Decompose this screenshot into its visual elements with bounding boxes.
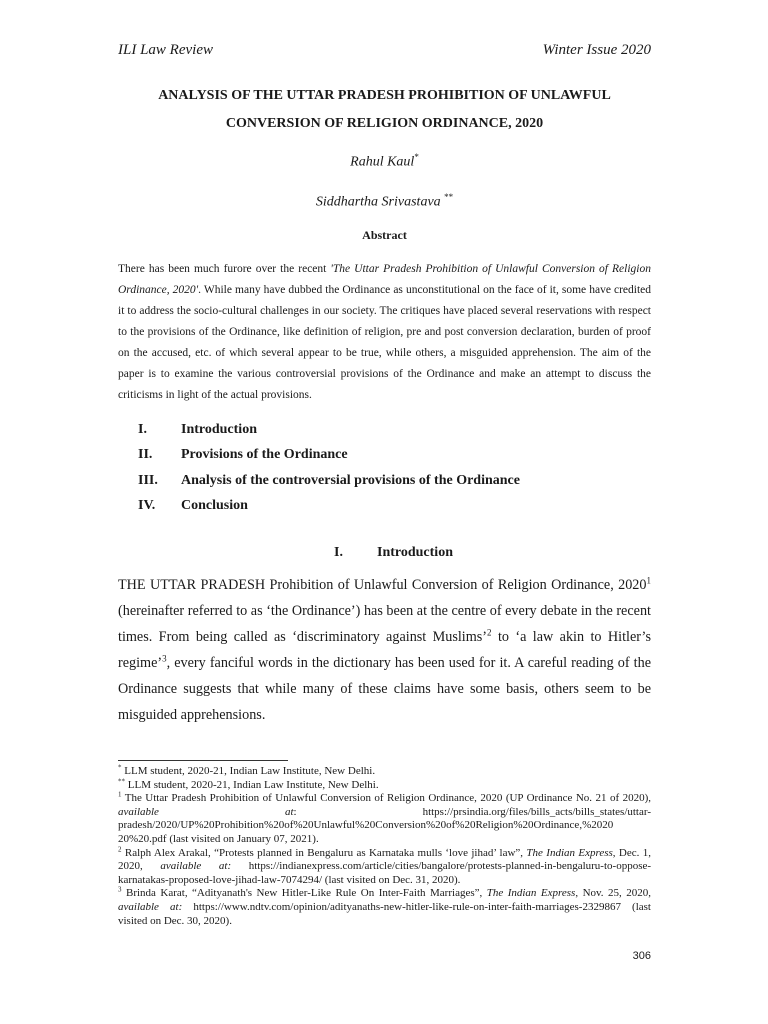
- footnote-mark: 1: [118, 790, 122, 799]
- author-2-mark: **: [444, 192, 454, 202]
- author-1-name: Rahul Kaul: [350, 154, 415, 170]
- journal-name: ILI Law Review: [118, 42, 213, 58]
- footnote-italic: available at:: [160, 860, 232, 873]
- abstract-intro: There has been much furore over the recent: [118, 263, 331, 275]
- footnote-text: https://www.ndtv.com/opinion/adityanaths-new-hitler-like-rule-on-inter-faith-marriages-2329867 (last visited on Dec. 30, 2020).: [118, 900, 651, 927]
- body-text-4: , every fanciful words in the dictionary has been used for it. A careful reading of the Ordinance suggests that while many of these claims have some basis, others seem to be misguided apprehensions.: [118, 655, 651, 723]
- footnote-text: The Uttar Pradesh Prohibition of Unlawful Conversion of Religion Ordinance, 2020 (UP Ordinance No. 21 of 2020),: [121, 792, 651, 805]
- page-number: 306: [632, 950, 651, 962]
- body-text-3: to ‘a law akin to Hitler’s regime’: [118, 629, 651, 671]
- footnote-text: https://indianexpress.com/article/cities/bangalore/protests-planned-in-bengaluru-to-oppose-karnatakas-proposed-love-jihad-law-7074294/ (last visited on Dec. 31, 2020).: [118, 860, 652, 886]
- footnote-text: : https://prsindia.org/files/bills_acts/bills_states/uttar-pradesh/2020/UP%20Prohibition%20of%20Unlawful%20Conversion%20of%20Religion%20Ordinance,%2020 20%20.pdf (last visited on January 07, 2021).: [118, 805, 651, 845]
- toc-number: IV.: [138, 497, 156, 513]
- footnote-ref-2: 2: [487, 627, 492, 638]
- footnote-italic: available at:: [118, 900, 183, 913]
- section-title: Introduction: [377, 545, 453, 560]
- toc-item: [138, 442, 520, 467]
- author-2: [118, 192, 651, 211]
- issue-label: Winter Issue 2020: [542, 42, 651, 58]
- footnote-author-1: [118, 765, 651, 779]
- toc-number: I.: [138, 422, 147, 437]
- toc-item: [138, 468, 520, 493]
- body-text-2: (hereinafter referred to as ‘the Ordinance’) has been at the centre of every debate in the recent times. From being called as ‘discriminatory against Muslims’: [118, 603, 651, 645]
- toc-label: Introduction: [181, 422, 257, 437]
- footnote-text: LLM student, 2020-21, Indian Law Institute, New Delhi.: [125, 778, 379, 791]
- toc-number: III.: [138, 472, 158, 488]
- author-2-name: Siddhartha Srivastava: [315, 194, 441, 210]
- footnote-text: LLM student, 2020-21, Indian Law Institute, New Delhi.: [121, 765, 376, 777]
- footnotes: [118, 765, 651, 928]
- footnote-text: , Dec. 1, 2020,: [118, 846, 651, 873]
- footnote-divider: [118, 760, 288, 761]
- footnote-author-2: [118, 776, 651, 793]
- toc-item: [138, 417, 520, 442]
- author-1-mark: *: [414, 152, 419, 162]
- footnote-ref-1: 1: [646, 575, 651, 586]
- toc-item: [138, 493, 520, 518]
- paper-title-line-1: ANALYSIS OF THE UTTAR PRADESH PROHIBITION OF UNLAWFUL: [158, 88, 611, 103]
- footnote-mark: 3: [118, 885, 122, 894]
- footnote-mark: **: [118, 776, 125, 785]
- toc-label: Provisions of the Ordinance: [181, 447, 348, 463]
- toc-label: Analysis of the controversial provisions of the Ordinance: [181, 472, 520, 488]
- footnote-ref-3: 3: [162, 653, 167, 664]
- footnote-3: [118, 887, 651, 928]
- body-text-1: THE UTTAR PRADESH Prohibition of Unlawful Conversion of Religion Ordinance, 2020: [118, 577, 647, 593]
- abstract-rest: . While many have dubbed the Ordinance as unconstitutional on the face of it, some have credited it to address the socio-cultural challenges in our society. The critiques have placed several reservations with respect to the provisions of the Ordinance, like definition of religion, pre and post conversion declaration, burden of proof on the accused, etc. of which several appear to be true, while others, a misguided apprehension. The aim of the paper is to examine the various controversial provisions of the Ordinance and make an attempt to discuss the criticisms in light of the actual provisions.: [118, 284, 652, 401]
- footnote-text: Ralph Alex Arakal, “Protests planned in Bengaluru as Karnataka mulls ‘love jihad’ law”,: [121, 846, 527, 859]
- footnote-italic: The Indian Express: [486, 887, 576, 900]
- footnote-italic: available at: [118, 805, 294, 818]
- footnote-2: [118, 844, 652, 888]
- footnote-mark: *: [118, 763, 122, 772]
- footnote-text: , Nov. 25, 2020,: [575, 887, 652, 900]
- footnote-text: Brinda Karat, “Adityanath's New Hitler-Like Rule On Inter-Faith Marriages”,: [121, 887, 487, 900]
- footnote-1: [118, 792, 651, 846]
- abstract-text: [118, 259, 651, 406]
- author-1: [118, 152, 651, 171]
- section-number: I.: [334, 545, 343, 560]
- footnote-italic: The Indian Express: [526, 846, 613, 859]
- abstract-ordinance-title: 'The Uttar Pradesh Prohibition of Unlawful Conversion of Religion Ordinance, 2020': [118, 263, 651, 296]
- toc-number: II.: [138, 447, 153, 463]
- intro-paragraph: [118, 572, 651, 728]
- footnote-mark: 2: [118, 844, 122, 853]
- abstract-heading: Abstract: [362, 228, 407, 242]
- toc-label: Conclusion: [181, 497, 248, 513]
- table-of-contents: [138, 417, 520, 518]
- paper-title-line-2: CONVERSION OF RELIGION ORDINANCE, 2020: [225, 116, 544, 131]
